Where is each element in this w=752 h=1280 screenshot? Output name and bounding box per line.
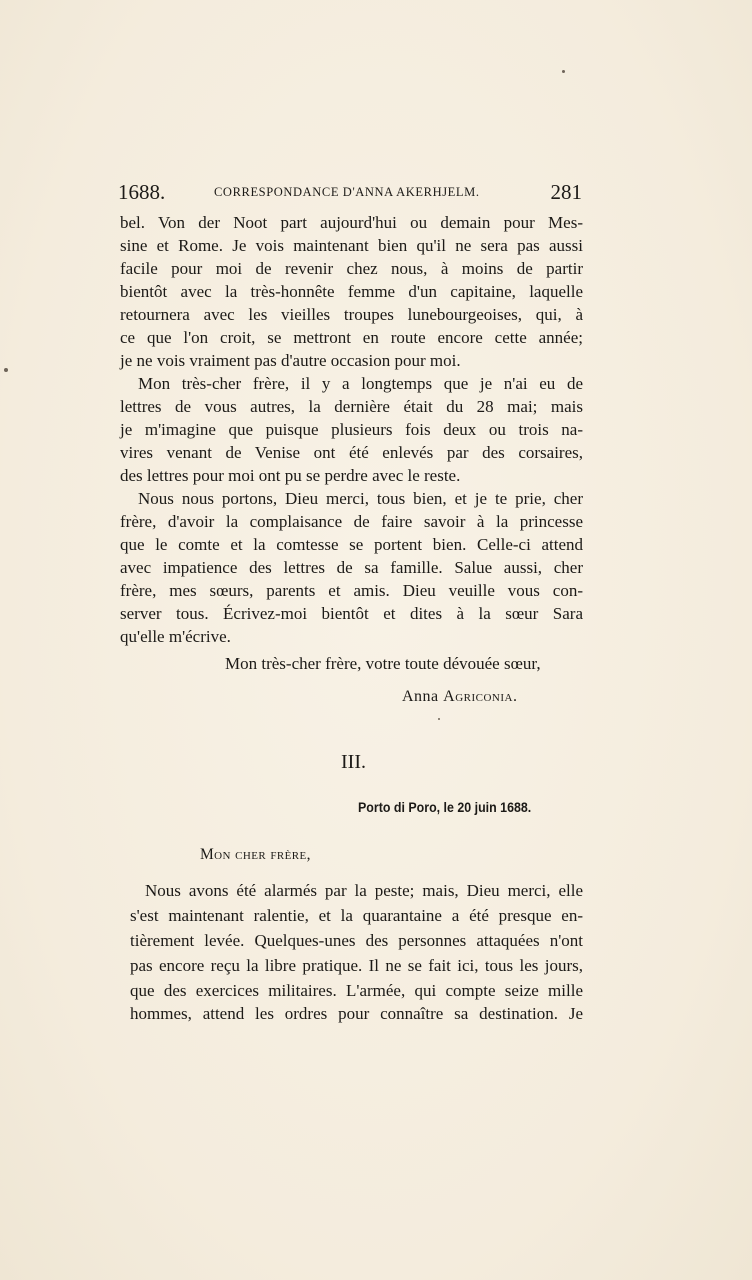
running-header <box>118 180 582 206</box>
signature-first-name: Anna <box>402 688 439 705</box>
signature <box>402 688 518 706</box>
text-line: qu'elle m'écrive. <box>120 627 231 646</box>
salutation: Mon cher frère, <box>200 846 311 863</box>
text-line: facile pour moi de revenir chez nous, à moins de partir <box>120 259 583 278</box>
paper-speck <box>4 368 8 372</box>
text-line: sine et Rome. Je vois maintenant bien qu'il ne sera pas aussi <box>120 236 583 255</box>
text-line: retournera avec les vieilles troupes lunebourgeoises, qui, à <box>120 305 583 324</box>
text-line: je m'imagine que puisque plusieurs fois deux ou trois na- <box>120 420 583 439</box>
text-line: bel. Von der Noot part aujourd'hui ou demain pour Mes- <box>120 213 583 232</box>
text-line: que le comte et la comtesse se portent bien. Celle-ci attend <box>120 535 583 554</box>
text-line: tièrement levée. Quelques-unes des personnes attaquées n'ont <box>130 931 583 950</box>
page-number: 281 <box>550 180 582 204</box>
text-line: avec impatience des lettres de sa famille. Salue aussi, cher <box>120 558 583 577</box>
signature-last-name: Agriconia. <box>443 688 518 705</box>
section-number: III. <box>341 751 366 773</box>
text-line: Nous avons été alarmés par la peste; mais, Dieu merci, elle <box>145 881 583 900</box>
text-line: pas encore reçu la libre pratique. Il ne se fait ici, tous les jours, <box>130 956 583 975</box>
text-line: Nous nous portons, Dieu merci, tous bien, et je te prie, cher <box>138 489 583 508</box>
letter-date: Porto di Poro, le 20 juin 1688. <box>358 800 532 815</box>
text-line: des lettres pour moi ont pu se perdre avec le reste. <box>120 466 461 485</box>
text-line: hommes, attend les ordres pour connaître sa destination. Je <box>130 1004 583 1023</box>
text-line: s'est maintenant ralentie, et la quarantaine a été presque en- <box>130 906 583 925</box>
paper-speck <box>562 70 565 73</box>
text-line: je ne vois vraiment pas d'autre occasion pour moi. <box>120 351 461 370</box>
text-line: ce que l'on croit, se mettront en route encore cette année; <box>120 328 583 347</box>
header-title: CORRESPONDANCE D'ANNA AKERHJELM. <box>214 185 480 199</box>
text-line: Mon très-cher frère, il y a longtemps que je n'ai eu de <box>138 374 583 393</box>
header-year: 1688. <box>118 180 166 204</box>
closing-line: Mon très-cher frère, votre toute dévouée sœur, <box>225 654 541 673</box>
paper-speck <box>438 718 440 720</box>
text-line: lettres de vous autres, la dernière était du 28 mai; mais <box>120 397 583 416</box>
text-line: frère, mes sœurs, parents et amis. Dieu veuille vous con- <box>120 581 583 600</box>
text-line: frère, d'avoir la complaisance de faire savoir à la princesse <box>120 512 583 531</box>
text-line: server tous. Écrivez-moi bientôt et dites à la sœur Sara <box>120 604 583 623</box>
text-line: vires venant de Venise ont été enlevés par des corsaires, <box>120 443 583 462</box>
text-line: bientôt avec la très-honnête femme d'un capitaine, laquelle <box>120 282 583 301</box>
text-line: que des exercices militaires. L'armée, qui compte seize mille <box>130 981 583 1000</box>
